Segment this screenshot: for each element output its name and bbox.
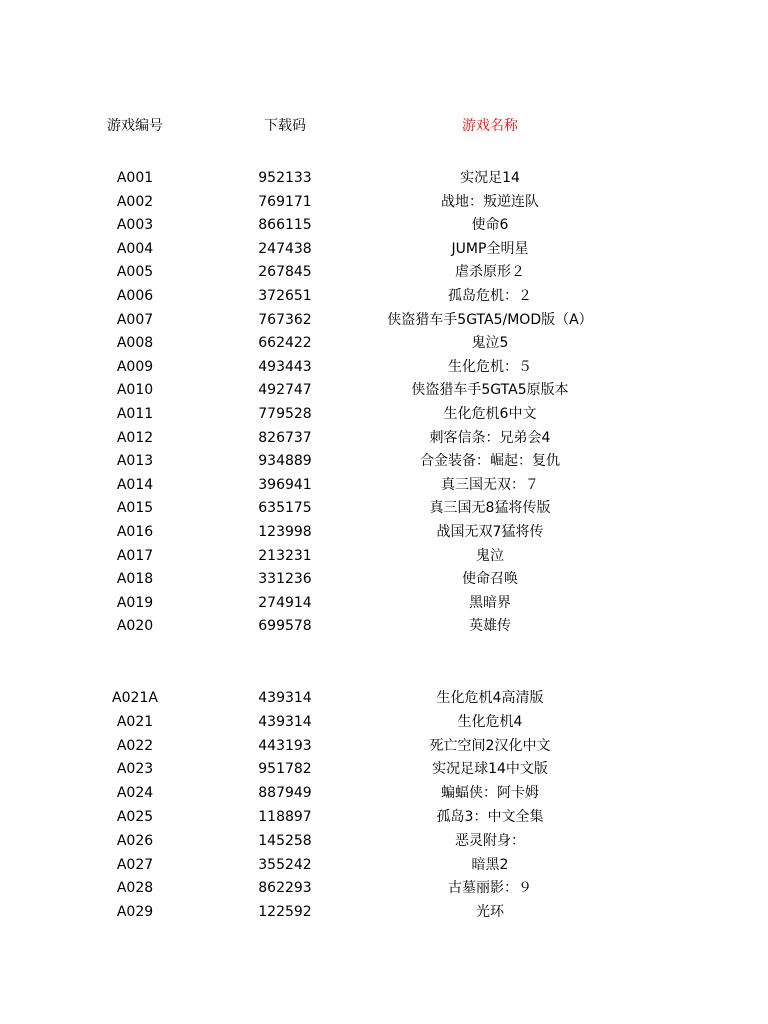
game-name: 孤岛3：中文全集: [436, 809, 544, 825]
game-code: A002: [116, 193, 154, 210]
game-name: 实况足14: [460, 170, 520, 186]
game-code: A004: [116, 240, 154, 257]
download-code: 826737: [258, 429, 312, 446]
header-game-code: 游戏编号: [107, 118, 163, 134]
game-name: JUMP全明星: [451, 240, 529, 257]
game-name: 战国无双7猛将传: [436, 524, 544, 540]
game-name: 虐杀原形２: [455, 264, 525, 281]
game-name: 生化危机：５: [448, 358, 532, 375]
game-name: 生化危机4高清版: [436, 690, 544, 706]
table-row: [0, 901, 768, 923]
header-row: [0, 115, 768, 137]
game-code: A017: [116, 547, 154, 564]
game-name: 鬼泣: [476, 547, 504, 564]
game-code: A014: [116, 476, 154, 493]
game-code: A013: [116, 453, 154, 470]
download-code: 247438: [258, 240, 312, 257]
game-code: A019: [116, 594, 154, 611]
download-code: 662422: [258, 335, 312, 352]
table-row: [0, 711, 768, 733]
download-code: 122592: [258, 904, 312, 921]
game-name: 古墓丽影：９: [448, 880, 532, 897]
game-name: 鬼泣5: [471, 335, 509, 352]
game-code: A010: [116, 382, 154, 399]
download-code: 396941: [258, 476, 312, 493]
table-row: [0, 521, 768, 543]
download-code: 934889: [258, 453, 312, 470]
download-code: 145258: [258, 832, 312, 849]
table-row: [0, 450, 768, 472]
game-name: 使命6: [471, 217, 509, 234]
game-code: A025: [116, 809, 154, 825]
table-row: [0, 379, 768, 401]
table-row: [0, 687, 768, 709]
game-name: 实况足球14中文版: [432, 761, 548, 778]
table-row: [0, 403, 768, 425]
table-row: [0, 830, 768, 852]
table-row: [0, 545, 768, 567]
download-code: 439314: [258, 713, 312, 730]
download-code: 769171: [258, 193, 312, 210]
game-name: 真三国无8猛将传版: [429, 500, 551, 517]
game-name: 恶灵附身：: [455, 832, 525, 849]
table-row: [0, 877, 768, 899]
header-download-code: 下载码: [264, 118, 306, 134]
download-code: 635175: [258, 500, 312, 517]
game-code: A024: [116, 785, 154, 802]
game-code: A008: [116, 335, 154, 352]
game-name: 黑暗界: [469, 594, 511, 611]
game-name: 刺客信条：兄弟会4: [429, 429, 551, 446]
game-name: 生化危机6中文: [443, 406, 537, 422]
game-code: A029: [116, 904, 154, 921]
game-code: A001: [116, 170, 154, 186]
table-row: [0, 214, 768, 236]
download-code: 267845: [258, 264, 312, 281]
download-code: 355242: [258, 856, 312, 873]
game-code: A006: [116, 288, 154, 304]
game-code: A027: [116, 856, 154, 873]
download-code: 274914: [258, 594, 312, 611]
download-code: 443193: [258, 737, 312, 754]
game-code: A005: [116, 264, 154, 281]
download-code: 118897: [258, 809, 312, 825]
download-code: 123998: [258, 524, 312, 540]
game-name: 蝙蝠侠：阿卡姆: [441, 785, 539, 802]
game-code: A003: [116, 217, 154, 234]
game-name: 光环: [476, 904, 504, 921]
table-row: [0, 735, 768, 757]
table-row: [0, 758, 768, 780]
game-name: 死亡空间2汉化中文: [429, 737, 551, 754]
game-code: A021A: [112, 690, 158, 706]
game-name: 战地：叛逆连队: [441, 193, 539, 210]
download-code: 862293: [258, 880, 312, 897]
game-code: A016: [116, 524, 154, 540]
download-code: 492747: [258, 382, 312, 399]
game-name: 侠盗猎车手5GTA5/MOD版（A）: [387, 311, 593, 328]
game-code: A011: [116, 406, 154, 422]
table-row: [0, 332, 768, 354]
table-row: [0, 615, 768, 637]
game-code: A021: [116, 713, 154, 730]
table-row: [0, 285, 768, 307]
table-row: [0, 782, 768, 804]
download-code: 951782: [258, 761, 312, 778]
table-row: [0, 497, 768, 519]
game-code: A022: [116, 737, 154, 754]
game-code: A009: [116, 358, 154, 375]
download-code: 779528: [258, 406, 312, 422]
table-row: [0, 261, 768, 283]
table-row: [0, 806, 768, 828]
game-name: 真三国无双：７: [441, 476, 539, 493]
download-code: 439314: [258, 690, 312, 706]
header-game-name: 游戏名称: [462, 118, 518, 134]
table-row: [0, 568, 768, 590]
download-code: 331236: [258, 571, 312, 588]
game-code: A023: [116, 761, 154, 778]
table-row: [0, 191, 768, 213]
game-name: 暗黑2: [471, 856, 509, 873]
game-code: A018: [116, 571, 154, 588]
game-name: 合金装备：崛起：复仇: [420, 453, 560, 470]
game-code: A026: [116, 832, 154, 849]
table-row: [0, 167, 768, 189]
download-code: 887949: [258, 785, 312, 802]
table-row: [0, 427, 768, 449]
download-code: 952133: [258, 170, 312, 186]
game-code: A028: [116, 880, 154, 897]
game-code: A012: [116, 429, 154, 446]
download-code: 866115: [258, 217, 312, 234]
game-code: A015: [116, 500, 154, 517]
game-name: 孤岛危机：２: [448, 288, 532, 304]
download-code: 213231: [258, 547, 312, 564]
table-row: [0, 474, 768, 496]
table-row: [0, 356, 768, 378]
game-code: A007: [116, 311, 154, 328]
download-code: 372651: [258, 288, 312, 304]
game-name: 侠盗猎车手5GTA5原版本: [411, 382, 569, 399]
table-row: [0, 238, 768, 260]
download-code: 767362: [258, 311, 312, 328]
game-code: A020: [116, 618, 154, 635]
download-code: 493443: [258, 358, 312, 375]
table-row: [0, 854, 768, 876]
table-row: [0, 309, 768, 331]
game-name: 英雄传: [469, 618, 511, 635]
table-row: [0, 592, 768, 614]
download-code: 699578: [258, 618, 312, 635]
game-name: 使命召唤: [462, 571, 518, 588]
game-name: 生化危机4: [457, 713, 523, 730]
